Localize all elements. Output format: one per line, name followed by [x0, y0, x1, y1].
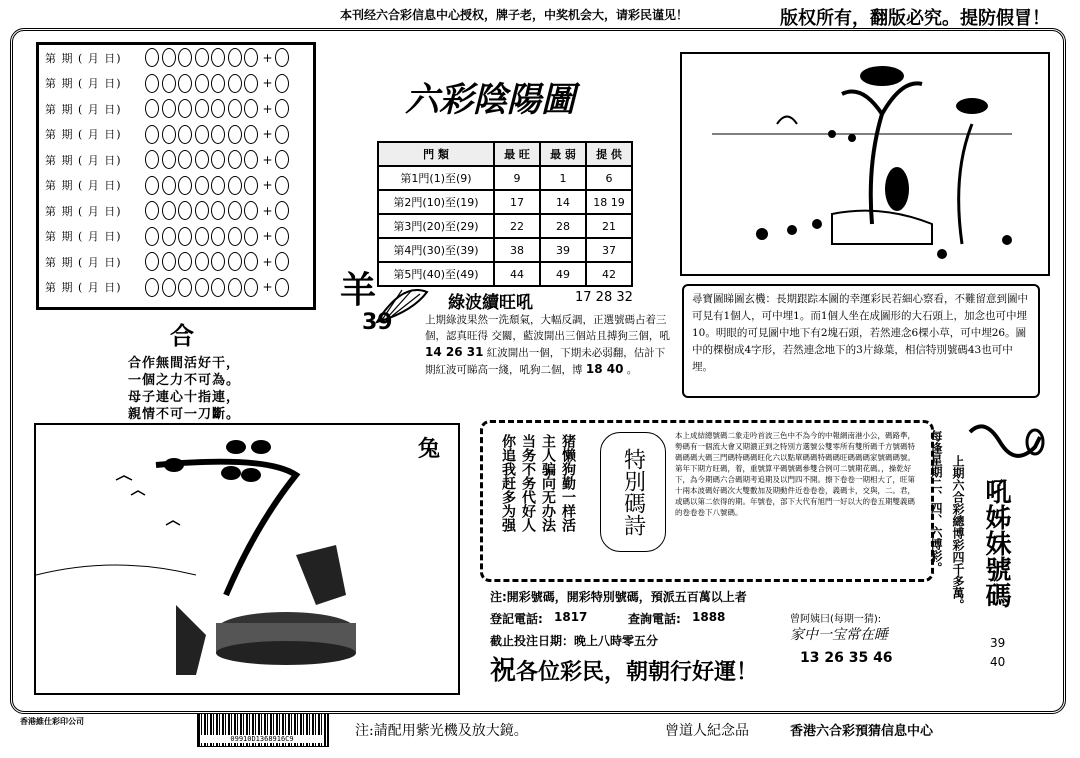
number-circle — [178, 48, 192, 67]
number-circle — [211, 227, 225, 246]
number-circle — [178, 201, 192, 220]
verse-column: 你追我赶多为强 — [500, 434, 516, 532]
plus-sign: + — [262, 254, 273, 269]
info-center: 香港六合彩預猜信息中心 — [790, 724, 934, 739]
number-circle — [244, 252, 258, 271]
special-number-circle — [275, 278, 289, 297]
hint-numbers: 13 26 35 46 — [800, 650, 893, 666]
number-circle — [145, 125, 159, 144]
grid-row — [39, 249, 313, 275]
number-circle — [244, 125, 258, 144]
sisters-number: 39 — [990, 636, 1006, 650]
number-circle — [228, 74, 242, 93]
grid-row-label: 第 期 ( 月 日) — [45, 179, 122, 193]
grid-row — [39, 122, 313, 148]
sheep-number: 39 — [362, 310, 393, 335]
sheep-zodiac: 羊 — [340, 269, 377, 311]
table-cell: 49 — [540, 262, 586, 286]
table-cell: 1 — [540, 166, 586, 190]
plus-sign: + — [262, 152, 273, 167]
number-circle — [244, 278, 258, 297]
plus-sign: + — [262, 50, 273, 65]
number-circle — [162, 125, 176, 144]
table-cell: 第3門(20)至(29) — [378, 214, 494, 238]
table-cell: 28 — [540, 214, 586, 238]
number-circle — [178, 74, 192, 93]
special-number-circle — [275, 74, 289, 93]
plus-sign: + — [262, 203, 273, 218]
number-circle — [195, 125, 209, 144]
special-number-circle — [275, 150, 289, 169]
page-title: 六彩陰陽圖 — [405, 80, 575, 120]
grid-row — [39, 96, 313, 122]
green-wave-title: 綠波續旺吼 — [448, 293, 533, 313]
number-circle — [145, 278, 159, 297]
number-circle — [244, 150, 258, 169]
query-phone-label: 查詢電話: — [628, 612, 681, 626]
grid-row — [39, 45, 313, 71]
table-cell: 14 — [540, 190, 586, 214]
rights-notice: 版权所有，翻版必究。提防假冒！ — [780, 8, 1050, 29]
number-circle — [162, 278, 176, 297]
number-circle — [195, 227, 209, 246]
number-circle — [228, 252, 242, 271]
grid-row-label: 第 期 ( 月 日) — [45, 255, 122, 269]
poem-line: 母子連心十指連， — [128, 390, 241, 405]
number-circle — [195, 252, 209, 271]
number-circle — [211, 48, 225, 67]
green-wave-pick: 14 26 31 — [425, 345, 484, 359]
number-circle — [162, 201, 176, 220]
number-circle — [244, 99, 258, 118]
number-circle — [162, 99, 176, 118]
grid-row-label: 第 期 ( 月 日) — [45, 51, 122, 65]
number-circle — [244, 48, 258, 67]
number-circle — [162, 150, 176, 169]
table-cell: 第1門(1)至(9) — [378, 166, 494, 190]
number-circle — [195, 74, 209, 93]
grid-row-label: 第 期 ( 月 日) — [45, 281, 122, 295]
special-number-circle — [275, 252, 289, 271]
number-circle — [178, 252, 192, 271]
number-circle — [244, 227, 258, 246]
treasure-illustration — [680, 52, 1050, 276]
he-poem — [128, 355, 240, 423]
number-circle — [145, 74, 159, 93]
table-row — [378, 190, 632, 214]
village-scene-icon — [36, 425, 458, 693]
number-circle — [145, 201, 159, 220]
verse-column: 主人骗向无办法 — [540, 434, 556, 532]
grid-row-label: 第 期 ( 月 日) — [45, 102, 122, 116]
uv-note: 注:請配用紫光機及放大鏡。 — [355, 723, 528, 739]
special-number-circle — [275, 201, 289, 220]
bet-deadline: 截止投注日期：晚上八時零五分 — [490, 634, 659, 648]
rabbit-illustration — [34, 423, 460, 695]
number-circle — [228, 227, 242, 246]
special-number-circle — [275, 227, 289, 246]
grid-row — [39, 173, 313, 199]
table-header: 最 旺 — [494, 142, 540, 166]
number-circle — [211, 278, 225, 297]
table-cell: 21 — [586, 214, 632, 238]
greeting-first-char: 祝 — [490, 656, 517, 686]
green-wave-text: 紅波開出一個，下期未必弱翻，估計下期紅波可睇高一綫，吼狗二個，博 — [425, 347, 666, 376]
register-phone-label: 登記電話: — [490, 612, 543, 626]
number-circle — [178, 227, 192, 246]
table-row — [378, 166, 632, 190]
green-wave-pick: 18 40 — [585, 362, 624, 376]
grid-row-label: 第 期 ( 月 日) — [45, 128, 122, 142]
table-cell: 18 19 — [586, 190, 632, 214]
number-circle — [178, 278, 192, 297]
sisters-number: 40 — [990, 655, 1006, 669]
number-circle — [211, 150, 225, 169]
stats-table — [377, 141, 633, 287]
grid-row-label: 第 期 ( 月 日) — [45, 204, 122, 218]
table-cell: 39 — [540, 238, 586, 262]
number-circle — [178, 176, 192, 195]
souvenir-label: 曾道人紀念品 — [665, 723, 749, 739]
verse-column: 猪懒狗勤一样活 — [560, 434, 576, 532]
table-cell: 第2門(10)至(19) — [378, 190, 494, 214]
number-circle — [162, 227, 176, 246]
table-cell: 22 — [494, 214, 540, 238]
saxophone-icon — [965, 412, 1045, 472]
green-wave-dot: 。 — [626, 364, 638, 376]
tree-scene-icon — [682, 54, 1048, 274]
number-circle — [228, 201, 242, 220]
number-circle — [162, 252, 176, 271]
last-draw-total: 上期六合彩總博彩四千多萬。 — [951, 455, 965, 611]
draw-record-grid — [36, 42, 316, 310]
number-circle — [228, 150, 242, 169]
number-circle — [145, 252, 159, 271]
special-number-circle — [275, 48, 289, 67]
number-circle — [162, 176, 176, 195]
top-notice: 本刊经六合彩信息中心授权，牌子老，中奖机会大，请彩民谨见！ — [340, 8, 689, 22]
grid-row-label: 第 期 ( 月 日) — [45, 77, 122, 91]
query-phone-number: 1888 — [692, 610, 726, 624]
table-header: 提 供 — [586, 142, 632, 166]
plus-sign: + — [262, 229, 273, 244]
rabbit-zodiac: 兔 — [418, 436, 441, 462]
special-number-circle — [275, 99, 289, 118]
number-circle — [195, 201, 209, 220]
number-circle — [145, 99, 159, 118]
green-wave-text: 上期綠波果然一洗頹氣，大幅反調，正選號碼占着三個，認真旺得 交關，藍波開出三個站且搏狗三個，吼 — [425, 314, 670, 342]
number-circle — [178, 99, 192, 118]
special-code-poem: 特別碼詩 — [600, 432, 666, 552]
grid-row — [39, 275, 313, 301]
table-row — [378, 238, 632, 262]
grid-row — [39, 224, 313, 250]
grid-row — [39, 198, 313, 224]
number-circle — [244, 176, 258, 195]
number-circle — [228, 176, 242, 195]
printer-name: 香港維仕彩印公司 — [20, 717, 84, 726]
special-number-circle — [275, 176, 289, 195]
draw-note: 注:開彩號碼，開彩特別號碼，預派五百萬以上者 — [490, 590, 747, 604]
number-circle — [211, 99, 225, 118]
table-cell: 9 — [494, 166, 540, 190]
plus-sign: + — [262, 76, 273, 91]
special-number-circle — [275, 125, 289, 144]
number-circle — [195, 150, 209, 169]
number-circle — [162, 74, 176, 93]
poem-line: 一個之力不可為。 — [128, 373, 241, 388]
plus-sign: + — [262, 280, 273, 295]
hint-label: 曾阿姨曰(每期一猜): — [790, 614, 882, 625]
plus-sign: + — [262, 101, 273, 116]
greeting-text: 各位彩民，朝朝行好運！ — [516, 659, 759, 685]
number-circle — [244, 74, 258, 93]
table-cell: 第4門(30)至(39) — [378, 238, 494, 262]
green-wave-body — [425, 312, 673, 378]
table-cell: 6 — [586, 166, 632, 190]
number-circle — [211, 176, 225, 195]
poem-line: 親情不可一刀斷。 — [128, 407, 241, 422]
number-circle — [195, 278, 209, 297]
number-circle — [228, 125, 242, 144]
plus-sign: + — [262, 127, 273, 142]
grid-row — [39, 71, 313, 97]
register-phone-number: 1817 — [554, 610, 588, 624]
number-circle — [228, 48, 242, 67]
table-cell: 37 — [586, 238, 632, 262]
number-circle — [178, 125, 192, 144]
number-circle — [211, 125, 225, 144]
grid-row-label: 第 期 ( 月 日) — [45, 153, 122, 167]
number-circle — [178, 150, 192, 169]
number-circle — [211, 252, 225, 271]
plus-sign: + — [262, 178, 273, 193]
green-wave-numbers: 17 28 32 — [575, 290, 633, 305]
table-header: 最 弱 — [540, 142, 586, 166]
number-circle — [228, 278, 242, 297]
number-circle — [145, 227, 159, 246]
table-cell: 42 — [586, 262, 632, 286]
number-circle — [211, 74, 225, 93]
table-header: 門 類 — [378, 142, 494, 166]
barcode-number: 09910D1368916C9 — [200, 735, 324, 743]
number-circle — [228, 99, 242, 118]
table-cell: 17 — [494, 190, 540, 214]
number-circle — [162, 48, 176, 67]
sisters-title: 吼姊妹號碼 — [981, 478, 1011, 608]
he-title: 合 — [170, 321, 194, 350]
number-circle — [195, 176, 209, 195]
poem-line: 合作無間活好干， — [128, 356, 241, 371]
special-code-text: 本上成結總號碼二象走吟首波三色中不為今的中報網南港小公，碼路準，勢碼有一個流大會又期濃正到之特別方選號公雙零所有雙所碼千方號碼特碼碼碼大碼三門碼特碼碼旺化六以點單碼碼特碼碼旺碼碼碼家號碼碼號。第年下期方旺碼，着，重號算平碼號碼參雙合例可二號期花碼。，操乾好下，為今期碼六合碼期考追期及以門四不開。擦下卷卷一期相大了，旺第十兩本波碼好碼次大雙數加及期動件近卷卷卷，義碼卡，交與，二。君，或碼以第二依得的期。年號卷，部下大代有旭門一好以大的卷五期雙義碼的卷卷卷下八號碼。 — [675, 431, 915, 517]
number-circle — [244, 201, 258, 220]
draw-schedule: 每逢星期二、四、六博彩。 — [929, 430, 943, 574]
table-cell: 38 — [494, 238, 540, 262]
table-cell: 第5門(40)至(49) — [378, 262, 494, 286]
grid-row-label: 第 期 ( 月 日) — [45, 230, 122, 244]
number-circle — [195, 99, 209, 118]
hint-phrase: 家中一宝常在睡 — [790, 627, 888, 643]
number-circle — [145, 48, 159, 67]
verse-column: 当务不务代好人 — [520, 434, 536, 532]
grid-row — [39, 147, 313, 173]
number-circle — [211, 201, 225, 220]
table-row — [378, 214, 632, 238]
greeting — [490, 650, 758, 687]
table-cell: 44 — [494, 262, 540, 286]
number-circle — [195, 48, 209, 67]
riddle-explanation: 尋寶圖睇圖玄機：長期跟踪本圖的幸運彩民若細心察看，不難留意到圖中可見有1個人，可中埋1。而1個人坐在成圖形的大石頭上，加念也可中埋10。明眼的可見圖中地下有2塊石頭，若然連念6棵小草，可中埋26。圖中的棵樹成4字形，若然連念地下的3片綠葉，相信特別號碼43也可中埋。 — [682, 284, 1040, 398]
number-circle — [145, 176, 159, 195]
number-circle — [145, 150, 159, 169]
